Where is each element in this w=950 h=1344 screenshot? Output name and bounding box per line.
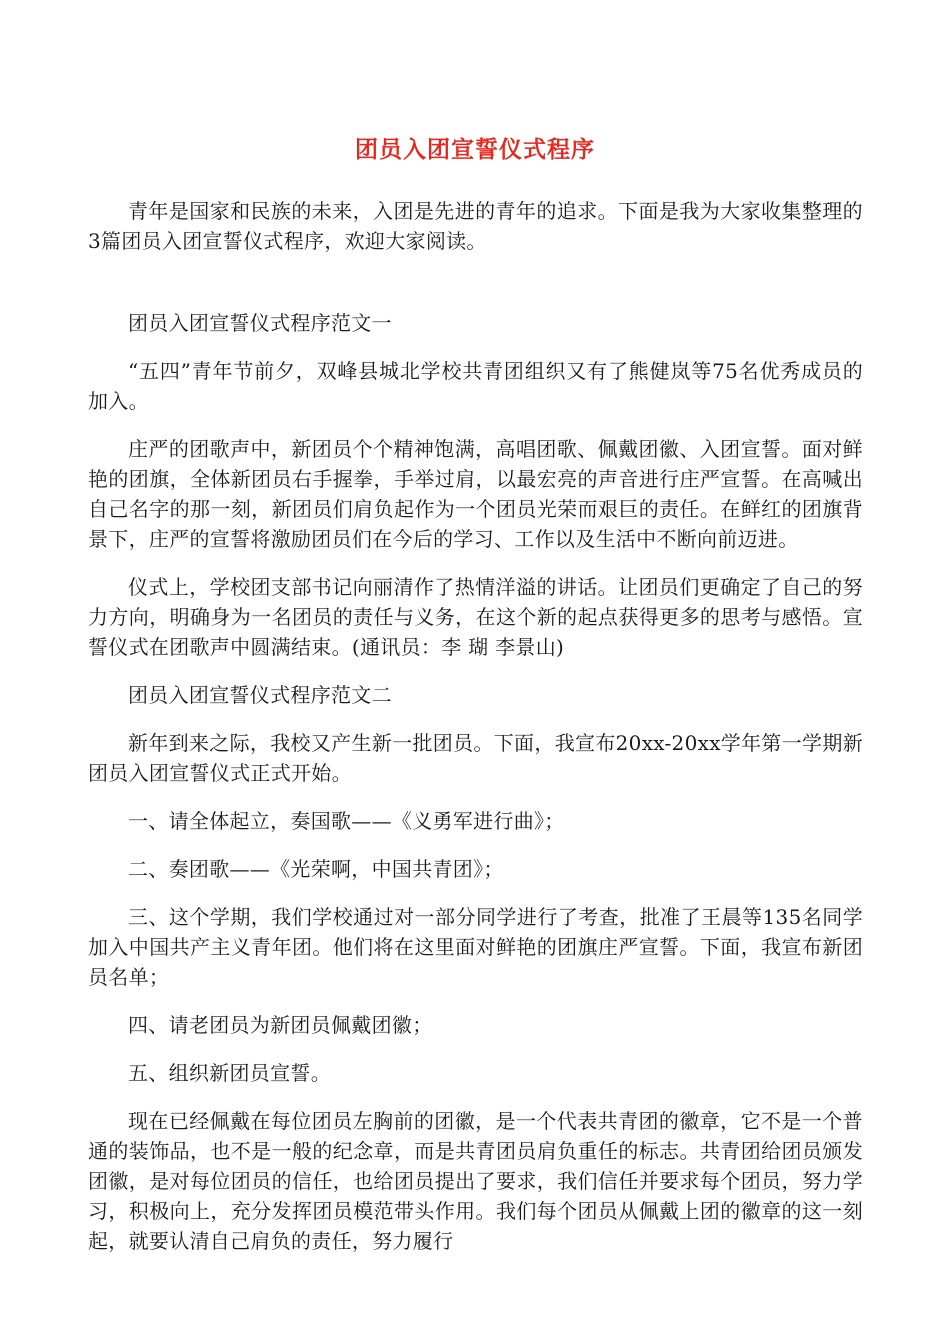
section-heading-2: 团员入团宣誓仪式程序范文二 [128, 683, 392, 707]
paragraph: 新年到来之际，我校又产生新一批团员。下面，我宣布20xx-20xx学年第一学期新团员入团宣誓仪式正式开始。 [88, 731, 863, 785]
paragraph: 庄严的团歌声中，新团员个个精神饱满，高唱团歌、佩戴团徽、入团宣誓。面对鲜艳的团旗，全体新团员右手握拳，手举过肩，以最宏亮的声音进行庄严宣誓。在高喊出自己名字的那一刻，新团员们肩负起作为一个团员光荣而艰巨的责任。在鲜红的团旗背景下，庄严的宣誓将激励团员们在今后的学习、工作以及生活中不断向前迈进。 [88, 437, 863, 551]
paragraph: “五四”青年节前夕，双峰县城北学校共青团组织又有了熊健岚等75名优秀成员的加入。 [88, 359, 863, 413]
document-title: 团员入团宣誓仪式程序 [355, 137, 595, 163]
intro-paragraph: 青年是国家和民族的未来，入团是先进的青年的追求。下面是我为大家收集整理的3篇团员入团宣誓仪式程序，欢迎大家阅读。 [88, 199, 863, 253]
list-item: 二、奏团歌——《光荣啊，中国共青团》； [128, 857, 504, 881]
paragraph: 现在已经佩戴在每位团员左胸前的团徽，是一个代表共青团的徽章，它不是一个普通的装饰品，也不是一般的纪念章，而是共青团员肩负重任的标志。共青团给团员颁发团徽，是对每位团员的信任，也给团员提出了要求，我们信任并要求每个团员，努力学习，积极向上，充分发挥团员模范带头作用。我们每个团员从佩戴上团的徽章的这一刻起，就要认清自己肩负的责任，努力履行 [88, 1109, 863, 1253]
list-item: 三、这个学期，我们学校通过对一部分同学进行了考查，批准了王晨等135名同学加入中国共产主义青年团。他们将在这里面对鲜艳的团旗庄严宣誓。下面，我宣布新团员名单； [88, 905, 863, 989]
list-item: 一、请全体起立，奏国歌——《义勇军进行曲》； [128, 809, 565, 833]
list-item: 五、组织新团员宣誓。 [128, 1061, 331, 1085]
paragraph: 仪式上，学校团支部书记向丽清作了热情洋溢的讲话。让团员们更确定了自己的努力方向，明确身为一名团员的责任与义务，在这个新的起点获得更多的思考与感悟。宣誓仪式在团歌声中圆满结束。(通讯员：李 瑚 李景山) [88, 575, 863, 659]
document-body [88, 196, 863, 1274]
section-heading-1: 团员入团宣誓仪式程序范文一 [128, 311, 392, 335]
list-item: 四、请老团员为新团员佩戴团徽； [128, 1013, 433, 1037]
